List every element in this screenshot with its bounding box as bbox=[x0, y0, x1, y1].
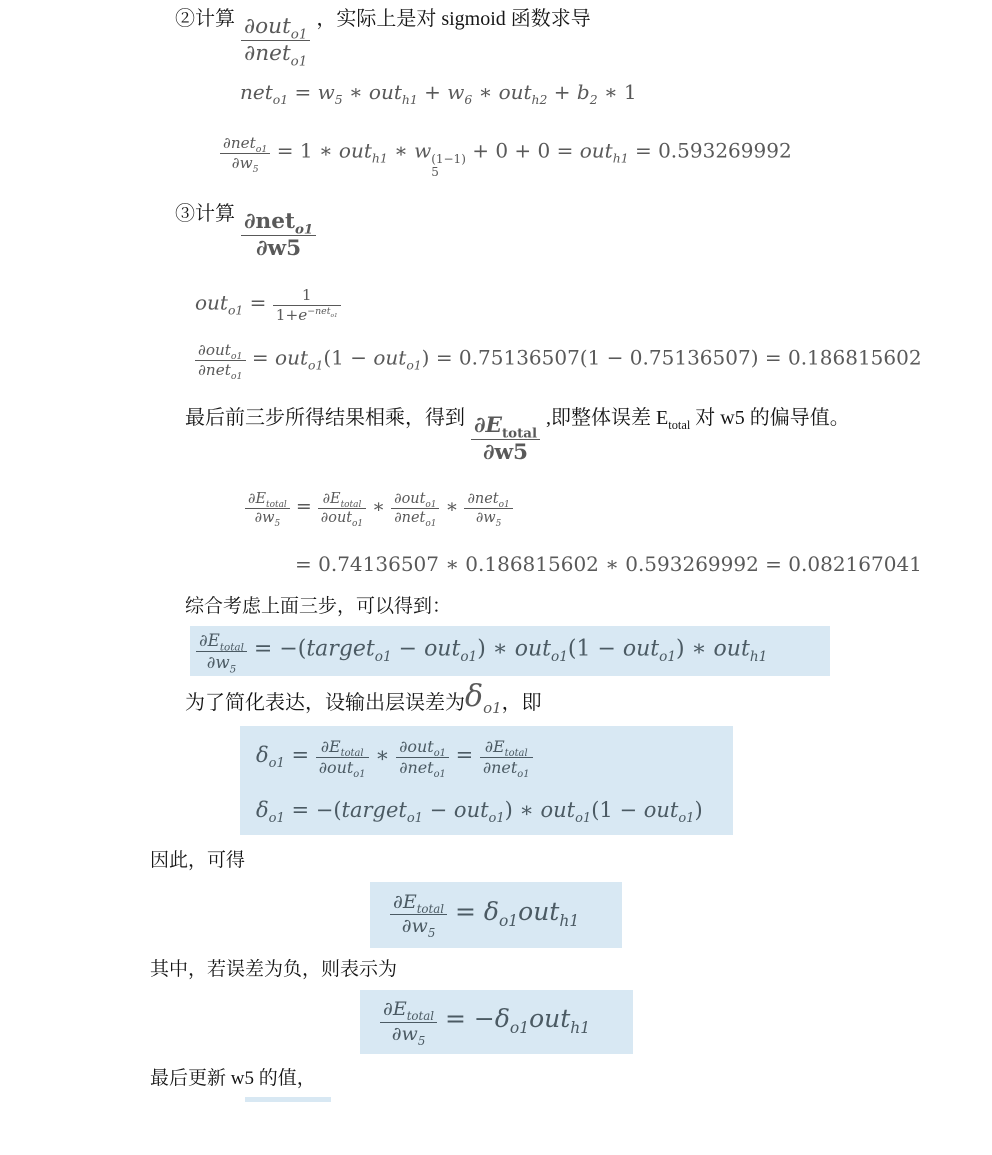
formula-simplified: $\frac{\partial E_{total}}{\partial w_5}$ = $\delta_{o1}out_{h1}$ bbox=[390, 892, 602, 938]
paragraph-combine: 综合考虑上面三步，可以得到： bbox=[185, 596, 452, 618]
highlight-delta-definition bbox=[240, 726, 733, 835]
formula-chain-rule-values: = 0.74136507 ∗ 0.186815602 ∗ 0.593269992 = 0.082167041 bbox=[295, 552, 922, 577]
step2-heading: ②计算 $\frac{\partial out_{o1}}{\partial net_{o1}}$ ，实际上是对 sigmoid 函数求导 bbox=[175, 8, 591, 70]
paragraph-define-delta: 为了简化表达，设输出层误差为$\delta_{o1}$，即 bbox=[185, 678, 542, 717]
formula-chain-rule: $\frac{\partial E_{total}}{\partial w_5}$ = $\frac{\partial E_{total}}{\partial out_{o1}}$ ∗ $\frac{\partial out_{o1}}{\partial net_{o1}}$ ∗ $\frac{\partial net_{o1}}{\partial w_5}$ bbox=[245, 491, 992, 526]
highlight-negative-formula bbox=[360, 990, 633, 1054]
formula-net-o1: $net_{o1} = w_5$ ∗ $out_{h1} + w_6$ ∗ $out_{h2} + b_2$ ∗ 1 bbox=[240, 79, 637, 107]
formula-combined: $\frac{\partial E_{total}}{\partial w_5}$ = −(target$_{o1}$ − out$_{o1}$) ∗ out$_{o1}$(1 − out$_{o1}$) ∗ out$_{h1}$ bbox=[196, 631, 824, 671]
formula-negative: $\frac{\partial E_{total}}{\partial w_5}$ = $-\delta_{o1}out_{h1}$ bbox=[380, 999, 613, 1045]
formula-out-o1: out$_{o1}$ = $\frac{1}{1+e^{-net_{o1}}}$ bbox=[195, 287, 992, 324]
formula-delta-expanded: $\delta_{o1}$ = −(target$_{o1}$ − out$_{o1}$) ∗ out$_{o1}$(1 − out$_{o1}$) bbox=[256, 798, 703, 827]
paragraph-update-w5: 最后更新 w5 的值， bbox=[150, 1067, 316, 1089]
paragraph-multiply-results: 最后前三步所得结果相乘，得到 $\frac{\partial E_{total}}{\partial w5}$ ,即整体误差 $E_{total}$ 对 w5 的偏导值。 bbox=[185, 407, 850, 465]
formula-dout-dnet: $\frac{\partial out_{o1}}{\partial net_{o1}}$ = out$_{o1}$(1 − out$_{o1}$) = 0.75136507(1 − 0.75136507) = 0.186815602 bbox=[195, 342, 992, 379]
highlight-combined-formula bbox=[190, 626, 830, 676]
highlight-simplified-formula bbox=[370, 882, 622, 948]
formula-dnet-dw5: $\frac{\partial net_{o1}}{\partial w_5}$ = 1 ∗ out$_{h1}$ ∗ w (1−1) 5 + 0 + 0 = out$_{h1}$ = 0.593269992 bbox=[220, 135, 992, 179]
next-highlight-edge bbox=[245, 1097, 331, 1102]
paragraph-negative-error: 其中，若误差为负，则表示为 bbox=[150, 958, 398, 980]
paragraph-therefore: 因此，可得 bbox=[150, 850, 246, 872]
step3-heading: ③计算 $\frac{\partial net_{o1}}{\partial w5}$ bbox=[175, 201, 992, 261]
formula-delta-def: $\delta_{o1}$ = $\frac{\partial E_{total}}{\partial out_{o1}}$ ∗ $\frac{\partial out_{o1}}{\partial net_{o1}}$ = $\frac{\partial E_{total}}{\partial net_{o1}}$ bbox=[256, 738, 717, 777]
